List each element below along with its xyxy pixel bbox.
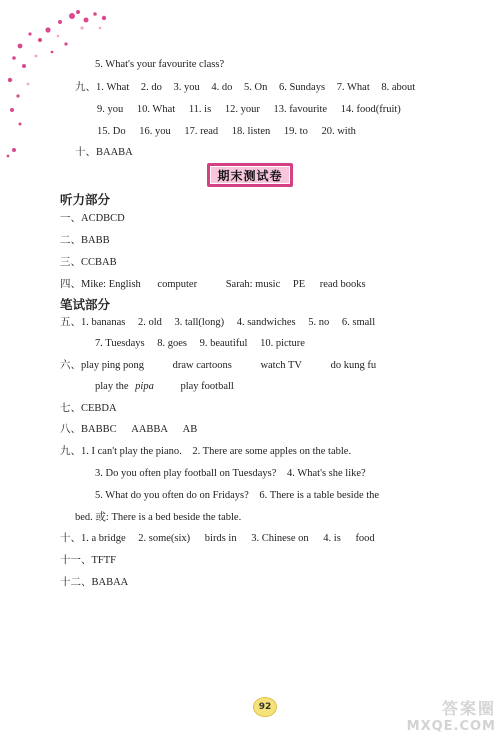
answer-text: 5. What do you often do on Fridays?: [95, 490, 249, 501]
answer-text: 7. What: [336, 82, 370, 93]
answer-line: [97, 125, 356, 139]
answer-text: 十、BAABA: [75, 147, 133, 158]
answer-text: birds in: [204, 533, 237, 544]
answer-text: 九、1. What: [75, 82, 130, 93]
answer-text: draw cartoons: [172, 360, 232, 371]
answer-text: 4. do: [211, 82, 233, 93]
answer-text: 3. Chinese on: [251, 533, 309, 544]
answer-line: [60, 316, 375, 330]
answer-text: 6. There is a table beside the: [259, 490, 380, 501]
answer-text: 14. food(fruit): [340, 104, 401, 115]
answer-text: read books: [319, 279, 366, 290]
answer-line: [60, 576, 128, 590]
answer-text: 20. with: [321, 126, 356, 137]
answer-text: 三、CCBAB: [60, 257, 117, 268]
answer-text: play the: [95, 381, 129, 392]
answer-line: [95, 380, 234, 394]
answer-text: watch TV: [260, 360, 302, 371]
answer-line: [60, 532, 375, 546]
answer-line: [75, 81, 415, 95]
banner-title: 期末测试卷: [210, 166, 290, 184]
answer-line: [60, 359, 376, 373]
answer-text: 6. small: [341, 317, 376, 328]
answer-text: pipa: [135, 381, 154, 392]
answer-line: [60, 212, 125, 226]
answer-text: 10. picture: [260, 338, 305, 349]
answer-text: computer: [157, 279, 198, 290]
answer-text: 4. sandwiches: [236, 317, 296, 328]
watermark-logo: [407, 696, 496, 734]
answer-text: 3. Do you often play football on Tuesdays?: [95, 468, 277, 479]
answer-text: 四、Mike: English: [60, 279, 141, 290]
page-number: 92: [253, 697, 277, 717]
answer-text: 2. old: [137, 317, 162, 328]
answer-text: 二、BABB: [60, 235, 110, 246]
answer-text: 2. some(six): [138, 533, 191, 544]
answer-text: 一、ACDBCD: [60, 213, 125, 224]
answer-text: 6. Sundays: [278, 82, 326, 93]
section-banner: [207, 163, 293, 187]
answer-line: [95, 467, 366, 481]
writing-heading: 笔试部分: [60, 297, 111, 312]
answer-text: 11. is: [188, 104, 212, 115]
answer-text: 4. What's she like?: [287, 468, 366, 479]
watermark-url: MXQE.COM: [406, 719, 496, 734]
answer-text: 八、BABBC: [60, 424, 117, 435]
answer-text: 2. do: [140, 82, 162, 93]
watermark-text: 答案圈: [441, 699, 496, 718]
answer-text: 五、1. bananas: [60, 317, 126, 328]
answer-line: [97, 103, 401, 117]
answer-text: 15. Do: [97, 126, 126, 137]
answer-line: [60, 234, 110, 248]
answer-text: 十二、BABAA: [60, 577, 129, 588]
answer-line: [95, 58, 224, 72]
answer-line: [60, 554, 116, 568]
answer-line: [95, 489, 379, 503]
answer-text: Sarah: music: [225, 279, 281, 290]
answer-text: 十一、TFTF: [60, 555, 117, 566]
answer-line: [60, 402, 117, 416]
answer-text: 7. Tuesdays: [95, 338, 145, 349]
answer-text: AB: [182, 424, 198, 435]
answer-text: 17. read: [184, 126, 219, 137]
answer-text: 5. On: [244, 82, 268, 93]
answer-line: [60, 256, 117, 270]
answer-text: 5. no: [308, 317, 330, 328]
answer-text: 5. What's your favourite class?: [95, 59, 225, 70]
answer-text: do kung fu: [330, 360, 377, 371]
answer-text: 9. you: [97, 104, 124, 115]
answer-text: 16. you: [139, 126, 171, 137]
answer-text: 19. to: [283, 126, 308, 137]
answer-text: 七、CEBDA: [60, 403, 117, 414]
answer-text: bed. 或: There is a bed beside the table.: [75, 512, 242, 523]
answer-line: [75, 146, 133, 160]
answer-text: PE: [292, 279, 306, 290]
answer-text: 8. goes: [157, 338, 187, 349]
answer-text: 18. listen: [231, 126, 271, 137]
answer-line: [95, 337, 305, 351]
answer-text: 9. beautiful: [199, 338, 248, 349]
answer-line: [60, 423, 197, 437]
answer-text: 13. favourite: [273, 104, 328, 115]
answer-text: 九、1. I can't play the piano.: [60, 446, 182, 457]
answer-text: 8. about: [381, 82, 416, 93]
answer-text: 10. What: [136, 104, 176, 115]
answer-line: [60, 278, 366, 292]
answer-text: 十、1. a bridge: [60, 533, 126, 544]
answer-line: [75, 511, 241, 525]
answer-text: play football: [180, 381, 234, 392]
answer-text: AABBA: [131, 424, 168, 435]
answer-text: food: [355, 533, 375, 544]
answer-text: 3. you: [173, 82, 200, 93]
answer-text: 4. is: [323, 533, 341, 544]
answer-text: 六、play ping pong: [60, 360, 144, 371]
answer-text: 3. tall(long): [174, 317, 225, 328]
answer-text: 12. your: [224, 104, 260, 115]
listening-heading: 听力部分: [60, 192, 111, 207]
answer-text: 2. There are some apples on the table.: [192, 446, 352, 457]
answer-line: [60, 445, 351, 459]
